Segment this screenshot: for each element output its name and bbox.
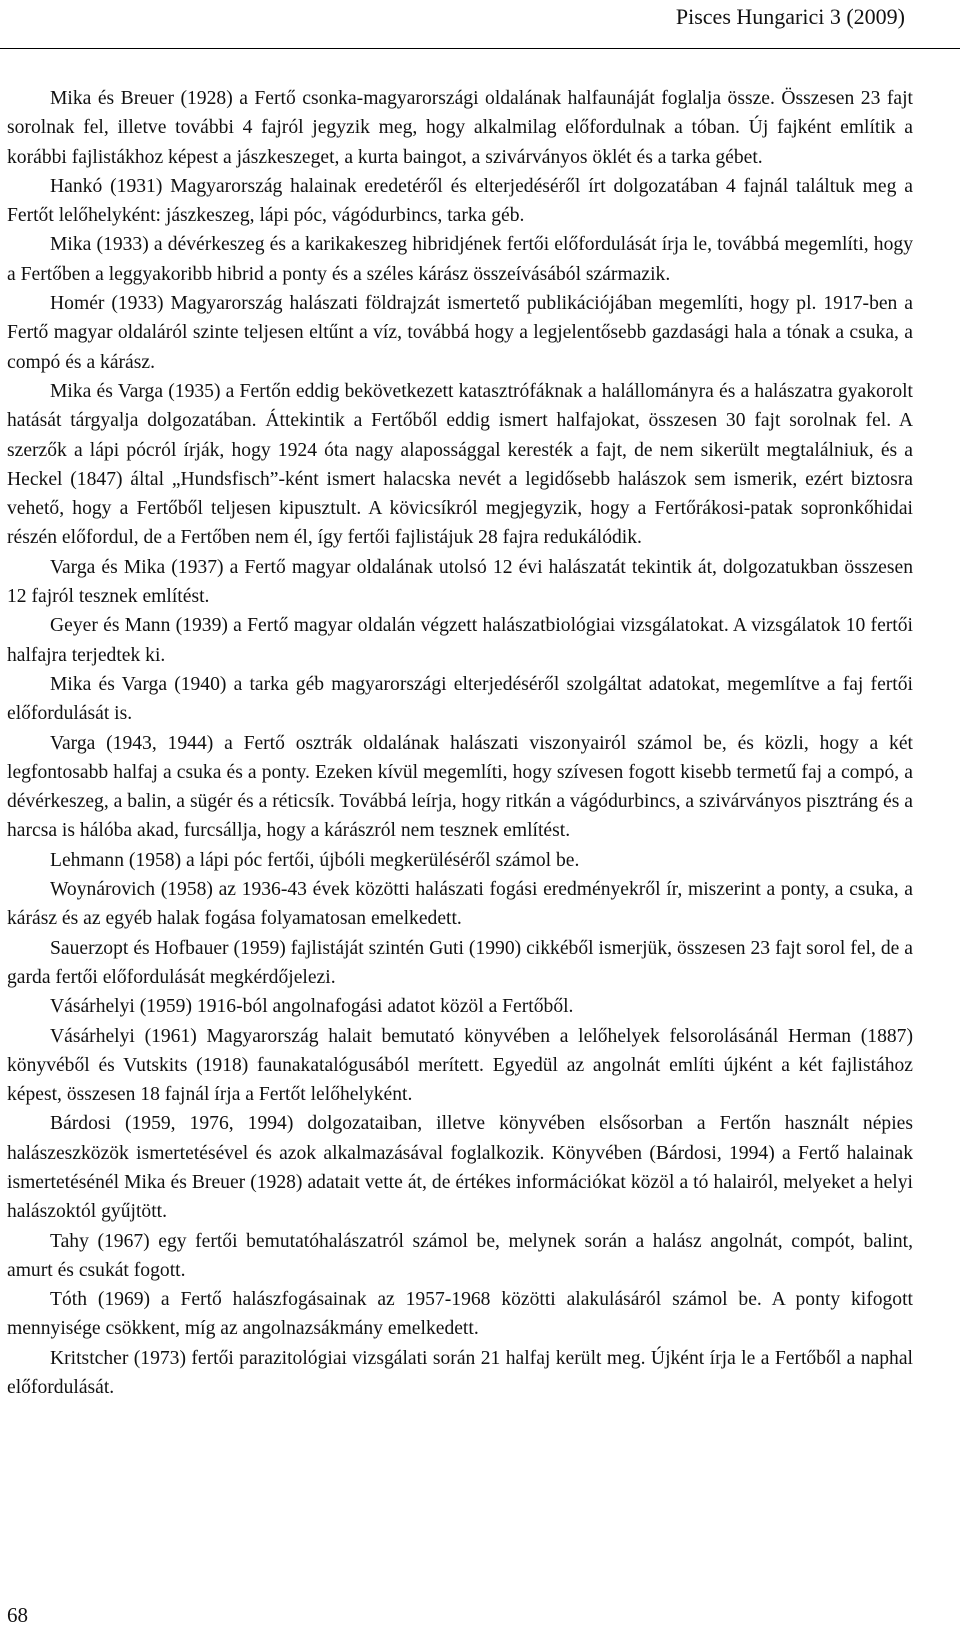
paragraph-geyer-mann-1939: Geyer és Mann (1939) a Fertő magyar oldalán végzett halászatbiológiai vizsgálatokat. A vizsgálatok 10 fertői halfajra terjedtek ki. (7, 615, 913, 666)
paragraph-sauerzopt-hofbauer-1959: Sauerzopt és Hofbauer (1959) fajlistáját szintén Guti (1990) cikkéből ismerjük, összesen 23 fajt sorol fel, de a garda fertői előfordulását megkérdőjelezi. (7, 937, 913, 988)
paragraph-varga-mika-1937: Varga és Mika (1937) a Fertő magyar oldalának utolsó 12 évi halászatát tekintik át, dolgozatukban összesen 12 fajról tesznek említést. (7, 556, 913, 608)
paragraph-tahy-1967: Tahy (1967) egy fertői bemutatóhalászatról számol be, melynek során a halász angolnát, compót, balint, amurt és csukát fogott. (7, 1230, 913, 1281)
paragraph-mika-varga-1940: Mika és Varga (1940) a tarka géb magyarországi elterjedéséről szolgáltat adatokat, megemlítve a faj fertői előfordulását is. (7, 673, 913, 725)
paragraph-mika-breuer-1928: Mika és Breuer (1928) a Fertő csonka-magyarországi oldalának halfaunáját foglalja össze. Összesen 23 fajt sorolnak fel, illetve további 4 fajról jegyzik meg, hogy alkalmilag előfordulnak a tóban. Új fajként említik a korábbi fajlistákhoz képest a jászkeszeget, a kurta baingot, a szivárványos öklét és a tarka gébet. (7, 88, 913, 168)
running-header: Pisces Hungarici 3 (2009) (675, 4, 905, 29)
body-text (7, 84, 913, 1402)
paragraph-kritstcher-1973: Kritstcher (1973) fertői parazitológiai vizsgálati során 21 halfaj került meg. Újként írja le a Fertőből a naphal előfordulását. (7, 1347, 913, 1399)
paragraph-lehmann-1958: Lehmann (1958) a lápi póc fertői, újbóli megkerüléséről számol be. (50, 849, 580, 871)
paragraph-woynarovich-1958: Woynárovich (1958) az 1936-43 évek közötti halászati fogási eredményekről ír, miszerint a ponty, a csuka, a kárász és az egyéb halak fogása folyamatosan emelkedett. (7, 879, 913, 930)
paragraph-mika-1933: Mika (1933) a dévérkeszeg és a karikakeszeg hibridjének fertői előfordulását írja le, továbbá megemlíti, hogy a Fertőben a leggyakoribb hibrid a ponty és a széles kárász összeívásából származik. (7, 234, 913, 285)
paragraph-mika-varga-1935: Mika és Varga (1935) a Fertőn eddig bekövetkezett katasztrófáknak a halállományra és a halászatra gyakorolt hatását tárgyalja dolgozatában. Áttekintik a Fertőből eddig ismert halfajokat, összesen 30 fajt sorolnak fel. A szerzők a lápi pócról írják, hogy 1924 óta nagy alapossággal keresték a fajt, de nem sikerült megtalálniuk, és a Heckel (1847) által „Hundsfisch”-ként ismert halacska nevét a legidősebb halászok sem ismerik, ezért biztosra vehető, hogy a Fertőből teljesen kipusztult. A kövicsíkról megjegyzik, hogy a Fertőrákosi-patak sopronkőhidai részén előfordul, de a Fertőben nem él, így fertői fajlistájuk 28 fajra redukálódik. (7, 380, 913, 549)
paragraph-vasarhelyi-1959: Vásárhelyi (1959) 1916-ból angolnafogási adatot közöl a Fertőből. (50, 996, 574, 1018)
paragraph-hanko-1931: Hankó (1931) Magyarország halainak eredetéről és elterjedéséről írt dolgozatában 4 fajnál találtuk meg a Fertőt lelőhelyként: jászkeszeg, lápi póc, vágódurbincs, tarka géb. (7, 175, 913, 227)
paragraph-toth-1969: Tóth (1969) a Fertő halászfogásainak az 1957-1968 közötti alakulásáról számol be. A ponty kifogott mennyisége csökkent, míg az angolnazsákmány emelkedett. (7, 1289, 913, 1340)
paragraph-varga-1943-1944: Varga (1943, 1944) a Fertő osztrák oldalának halászati viszonyairól számol be, és közli, hogy a két legfontosabb halfaj a csuka és a ponty. Ezeken kívül megemlíti, hogy szívesen fogott kisebb termetű faj a compó, a dévérkeszeg, a balin, a sügér és a réticsík. Továbbá leírja, hogy ritkán a vágódurbincs, a szivárványos pisztráng és a harcsa is hálóba akad, furcsállja, hogy a kárászról nem tesznek említést. (7, 732, 913, 842)
paragraph-bardosi: Bárdosi (1959, 1976, 1994) dolgozataiban, illetve könyvében elsősorban a Fertőn használt népies halászeszközök ismertetésével és azok alkalmazásával foglalkozik. Könyvében (Bárdosi, 1994) a Fertő halainak ismertetésénél Mika és Breuer (1928) adatait vette át, de értékes információkat közöl a tó halairól, melyeket a helyi halászoktól gyűjtött. (7, 1113, 913, 1223)
paragraph-homer-1933: Homér (1933) Magyarország halászati földrajzát ismertető publikációjában megemlíti, hogy pl. 1917-ben a Fertő magyar oldaláról szinte teljesen eltűnt a víz, továbbá hogy a legjelentősebb gazdasági hala a tónak a csuka, a compó és a kárász. (7, 293, 913, 373)
paragraph-vasarhelyi-1961: Vásárhelyi (1961) Magyarország halait bemutató könyvében a lelőhelyek felsorolásánál Herman (1887) könyvéből és Vutskits (1918) faunakatalógusából merített. Egyedül az angolnát említi újként a két fajlistához képest, összesen 18 fajnál írja a Fertőt lelőhelyként. (7, 1025, 913, 1106)
header-divider (0, 48, 960, 49)
page-number: 68 (7, 1603, 28, 1627)
